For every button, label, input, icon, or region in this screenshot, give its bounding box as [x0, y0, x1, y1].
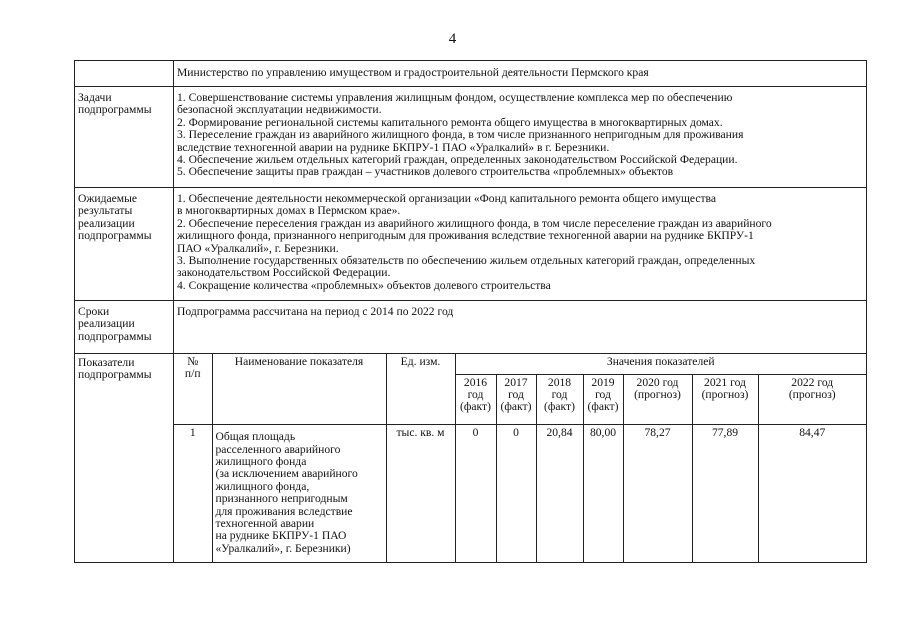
value-2017: 0: [496, 424, 536, 562]
results-line: ПАО «Уралкалий», г. Березники.: [177, 241, 339, 255]
results-label-line: реализации: [78, 216, 135, 230]
indicators-table: [174, 354, 866, 562]
col-num-header: [174, 354, 212, 424]
year-line: 2021 год: [704, 375, 746, 389]
results-label-line: подпрограммы: [78, 229, 152, 243]
year-2021-header: [692, 374, 758, 424]
year-line: 2022 год: [791, 375, 834, 389]
results-label-line: результаты: [78, 204, 133, 218]
tasks-line: 1. Совершенствование системы управления жилищным фондом, осуществление комплекса мер по обеспечению: [177, 91, 733, 104]
indicator-name-line: признанного непригодным: [215, 492, 348, 506]
year-line: год: [551, 387, 568, 401]
tasks-line: 2. Формирование региональной системы капитального ремонта общего имущества в многоквартирных домах.: [177, 115, 723, 129]
tasks-label-line: подпрограммы: [78, 103, 152, 117]
tasks-label-line: Задачи: [78, 91, 112, 104]
indicator-name-line: жилищного фонда,: [215, 479, 310, 493]
col-name-header: Наименование показателя: [212, 354, 386, 424]
year-line: 2017: [504, 375, 528, 389]
col-num-line: №: [187, 355, 199, 368]
indicator-name-line: для проживания вследствие: [215, 504, 353, 518]
terms-row: [75, 301, 867, 354]
indicator-name-line: техногенной аварии: [215, 517, 315, 531]
indicator-name-line: «Уралкалий», г. Березники): [215, 541, 351, 555]
tasks-line: безопасной эксплуатации недвижимости.: [177, 103, 382, 117]
col-num-line: п/п: [184, 367, 201, 381]
passport-table: [74, 60, 867, 563]
year-line: 2020 год: [636, 375, 679, 389]
results-line: законодательством Российской Федерации.: [177, 266, 391, 280]
terms-label: [75, 301, 174, 354]
year-line: год: [467, 387, 484, 401]
tasks-line: 5. Обеспечение защиты прав граждан – участников долевого строительства «проблемных» объектов: [177, 165, 674, 179]
indicator-name: [212, 424, 386, 562]
indicators-label-line: подпрограммы: [78, 368, 152, 382]
year-2018-header: [536, 374, 583, 424]
indicator-name-line: жилищного фонда: [215, 455, 307, 469]
results-label: [75, 188, 174, 301]
year-line: год: [508, 387, 524, 401]
year-2017-header: [496, 374, 536, 424]
year-line: 2016: [463, 375, 488, 389]
year-line: (прогноз): [701, 387, 749, 401]
responsible-row: [75, 61, 867, 87]
year-line: (факт): [500, 400, 532, 414]
indicators-cell: [174, 354, 867, 563]
page-number: 4: [448, 31, 457, 47]
value-2018: 20,84: [536, 424, 583, 562]
results-line: жилищного фонда, признанного непригодным для проживания вследствие техногенной аварии на руднике БКПРУ-1: [177, 229, 754, 243]
responsible-label: [75, 61, 174, 87]
year-line: (прогноз): [788, 387, 836, 401]
terms-label-line: подпрограммы: [78, 329, 152, 343]
results-label-line: Ожидаемые: [78, 192, 138, 205]
year-2016-header: [455, 374, 496, 424]
results-line: 4. Сокращение количества «проблемных» объектов долевого строительства: [177, 278, 551, 292]
value-2016: 0: [455, 424, 496, 562]
indicators-row: [75, 354, 867, 563]
value-2021: 77,89: [692, 424, 758, 562]
indicator-name-line: расселенного аварийного: [215, 442, 341, 456]
results-line: в многоквартирных домах в Пермском крае».: [177, 204, 401, 218]
indicator-name-line: (за исключением аварийного: [215, 467, 358, 481]
year-2019-header: [583, 374, 623, 424]
year-line: 2019: [591, 375, 615, 389]
value-2019: 80,00: [583, 424, 623, 562]
results-line: 3. Выполнение государственных обязательств по обеспечению жильем отдельных категорий граждан, определенных: [177, 254, 756, 268]
tasks-label: [75, 87, 174, 188]
values-group-header: Значения показателей: [455, 354, 866, 374]
terms-label-line: Сроки: [78, 305, 110, 318]
value-2020: 78,27: [623, 424, 692, 562]
row-num: 1: [174, 424, 212, 562]
year-2020-header: [623, 374, 692, 424]
terms-label-line: реализации: [78, 317, 135, 331]
tasks-text: [174, 87, 867, 188]
terms-text: [174, 301, 867, 354]
indicator-name-line: Общая площадь: [215, 430, 296, 444]
col-unit-header: Ед. изм.: [386, 354, 455, 424]
tasks-line: вследствие техногенной аварии на руднике БКПРУ-1 ПАО «Уралкалий» в г. Березники.: [177, 140, 610, 154]
responsible-text-line: Министерство по управлению имуществом и градостроительной деятельности Пермского края: [177, 66, 649, 79]
year-line: (факт): [544, 400, 575, 414]
value-2022: 84,47: [758, 424, 866, 562]
year-line: (факт): [587, 400, 619, 414]
tasks-row: [75, 87, 867, 188]
year-line: год: [595, 387, 611, 401]
table-row: [174, 424, 866, 562]
indicators-label: [75, 354, 174, 563]
year-line: 2018: [547, 375, 572, 389]
row-unit: тыс. кв. м: [386, 424, 455, 562]
terms-line: Подпрограмма рассчитана на период с 2014 по 2022 год: [177, 305, 454, 318]
results-line: 2. Обеспечение переселения граждан из аварийного жилищного фонда, в том числе переселение граждан из аварийного: [177, 216, 772, 230]
results-text: [174, 188, 867, 301]
tasks-line: 3. Переселение граждан из аварийного жилищного фонда, в том числе признанного непригодным для проживания: [177, 128, 744, 142]
results-line: 1. Обеспечение деятельности некоммерческой организации «Фонд капитального ремонта общего имущества: [177, 192, 716, 205]
tasks-line: 4. Обеспечение жильем отдельных категорий граждан, определенных законодательством Российской Федерации.: [177, 153, 738, 167]
indicators-label-line: Показатели: [78, 356, 135, 369]
year-2022-header: [758, 374, 866, 424]
year-line: (факт): [460, 400, 491, 414]
responsible-text: [174, 61, 867, 87]
results-row: [75, 188, 867, 301]
year-line: (прогноз): [634, 387, 681, 401]
indicator-name-line: на руднике БКПРУ-1 ПАО: [215, 529, 347, 543]
